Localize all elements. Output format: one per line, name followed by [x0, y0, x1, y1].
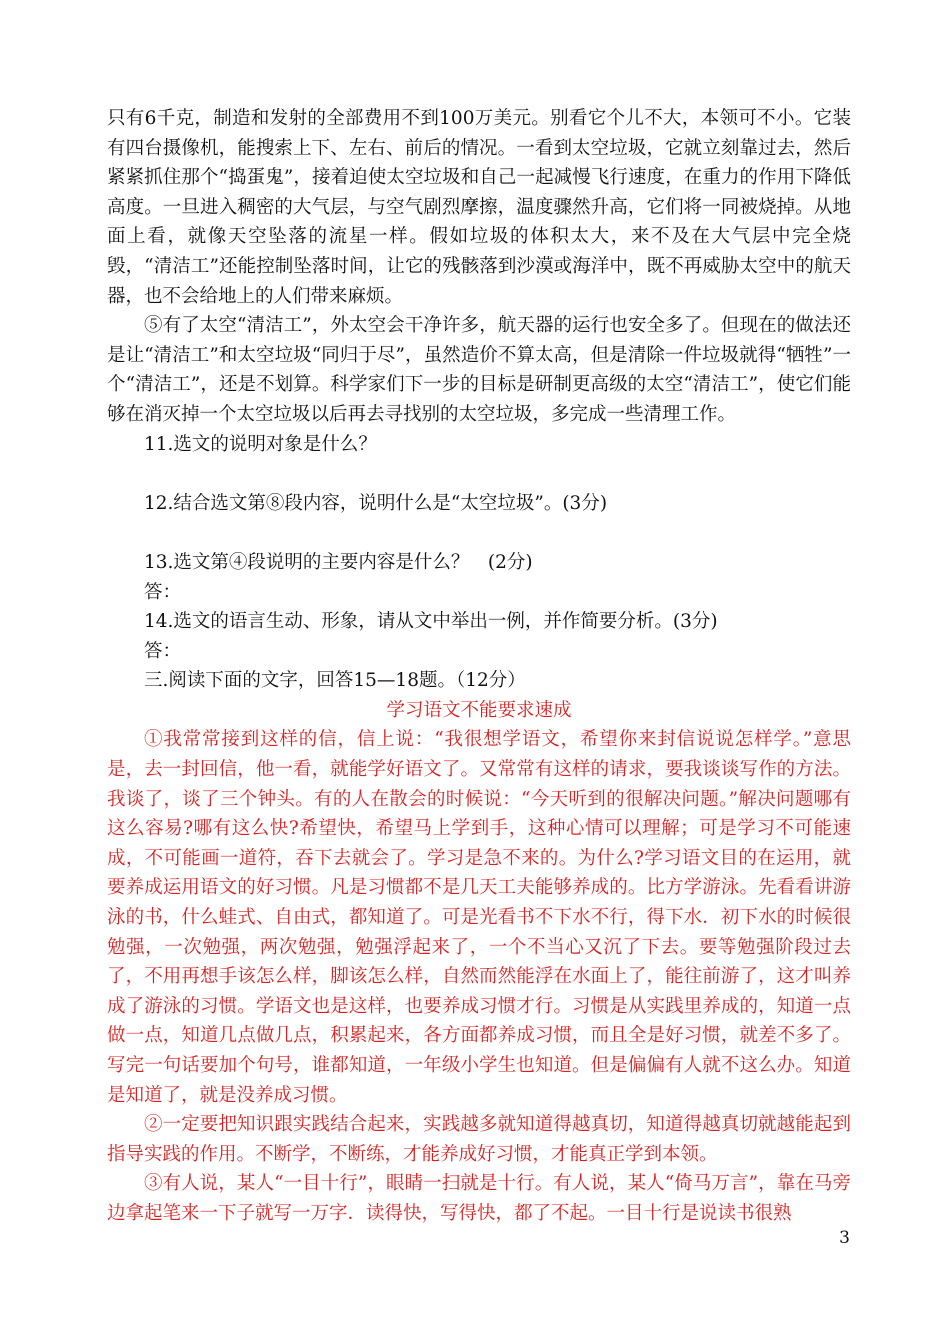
answer-space — [107, 518, 851, 548]
question-12: 12.结合选文第⑧段内容，说明什么是“太空垃圾”。(3分) — [144, 492, 608, 514]
article2-title: 学习语文不能要求速成 — [386, 699, 572, 721]
page-number: 3 — [839, 1228, 850, 1248]
answer-14-label: 答： — [144, 640, 182, 662]
article2-paragraph-2: ②一定要把知识跟实践结合起来，实践越多就知道得越真切，知道得越真切就越能起到指导实践的作用。不断学，不断练，才能养成好习惯，才能真正学到本领。 — [107, 1114, 851, 1165]
question-11: 11.选文的说明对象是什么？ — [144, 433, 377, 455]
article2-paragraph-3: ③有人说，某人“一目十行”，眼睛一扫就是十行。有人说，某人“倚马万言”，靠在马旁边拿起笔来一下子就写一万字．读得快，写得快，都了不起。一目十行是说读书很熟 — [107, 1173, 851, 1224]
question-14: 14.选文的语言生动、形象，请从文中举出一例，并作简要分析。(3分) — [144, 611, 718, 633]
answer-space — [107, 459, 851, 489]
article1-paragraph-5: ⑤有了太空“清洁工”，外太空会干净许多，航天器的运行也安全多了。但现在的做法还是让“清洁工”和太空垃圾“同归于尽”，虽然造价不算太高，但是清除一件垃圾就得“牺牲”一个“清洁工”，还是不划算。科学家们下一步的目标是研制更高级的太空“清洁工”，使它们能够在消灭掉一个太空垃圾以后再去寻找别的太空垃圾，多完成一些清理工作。 — [107, 315, 851, 425]
article2-paragraph-1: ①我常常接到这样的信，信上说：“我很想学语文，希望你来封信说说怎样学。”意思是，去一封回信，他一看，就能学好语文了。又常常有这样的请求，要我谈谈写作的方法。我谈了，谈了三个钟头。有的人在散会的时候说：“今天听到的很解决问题。”解决问题哪有这么容易?哪有这么快?希望快，希望马上学到手，这种心情可以理解；可是学习不可能速成，不可能画一道符，吞下去就会了。学习是急不来的。为什么?学习语文目的在运用，就要养成运用语文的好习惯。凡是习惯都不是几天工夫能够养成的。比方学游泳。先看看讲游泳的书，什么蛙式、自由式，都知道了。可是光看书不下水不行，得下水．初下水的时候很勉强，一次勉强，两次勉强，勉强浮起来了，一个不当心又沉了下去。要等勉强阶段过去了，不用再想手该怎么样，脚该怎么样，自然而然能浮在水面上了，能往前游了，这才叫养成了游泳的习惯。学语文也是这样，也要养成习惯才行。习惯是从实践里养成的，知道一点做一点，知道几点做几点，积累起来，各方面都养成习惯，而且全是好习惯，就差不多了。写完一句话要加个句号，谁都知道，一年级小学生也知道。但是偏偏有人就不这么办。知道是知道了，就是没养成习惯。 — [107, 729, 851, 1106]
section-3-heading: 三.阅读下面的文字，回答15—18题。（12分） — [144, 670, 526, 692]
article1-paragraph-4-continued: 只有6千克，制造和发射的全部费用不到100万美元。别看它个儿不大，本领可不小。它装有四台摄像机，能搜索上下、左右、前后的情况。一看到太空垃圾，它就立刻靠过去，然后紧紧抓住那个“捣蛋鬼”，接着迫使太空垃圾和自己一起减慢飞行速度，在重力的作用下降低高度。一旦进入稠密的大气层，与空气剧烈摩擦，温度骤然升高，它们将一同被烧掉。从地面上看，就像天空坠落的流星一样。假如垃圾的体积太大，来不及在大气层中完全烧毁，“清洁工”还能控制坠落时间，让它的残骸落到沙漠或海洋中，既不再威胁太空中的航天器，也不会给地上的人们带来麻烦。 — [107, 108, 851, 307]
question-13: 13.选文第④段说明的主要内容是什么？ (2分) — [144, 551, 533, 573]
page-content — [107, 104, 851, 1229]
answer-13-label: 答： — [144, 581, 182, 603]
